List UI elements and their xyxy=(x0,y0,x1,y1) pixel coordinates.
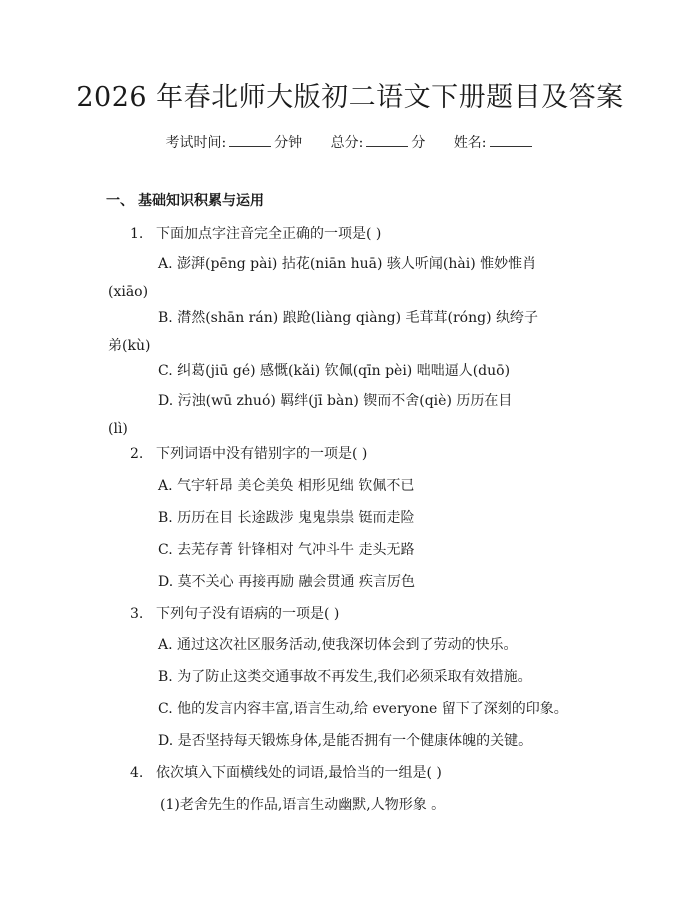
name-field xyxy=(454,132,535,153)
time-unit: 分钟 xyxy=(274,135,303,151)
time-field xyxy=(165,132,302,153)
page-title: 2026 年春北师大版初二语文下册题目及答案 xyxy=(76,82,624,113)
option-2b: B. 历历在目 长途跋涉 鬼鬼祟祟 铤而走险 xyxy=(158,510,415,526)
option-3d: D. 是否坚持每天锻炼身体,是能否拥有一个健康体魄的关键。 xyxy=(158,733,533,749)
section-heading xyxy=(106,191,264,211)
question-stem: 依次填入下面横线处的词语,最恰当的一组是( ) xyxy=(156,765,442,781)
option-1a: A. 澎湃(pēng pài) 拈花(niān huā) 骇人听闻(hài) 惟妙惟肖 (xiāo) xyxy=(108,256,537,300)
option-2c: C. 去芜存菁 针锋相对 气冲斗牛 走头无路 xyxy=(158,542,415,558)
question-1 xyxy=(130,224,670,244)
time-blank xyxy=(229,132,271,147)
exam-info-line xyxy=(0,132,700,153)
section-number: 一、 xyxy=(106,193,134,209)
option-2d: D. 莫不关心 再接再励 融会贯通 疾言厉色 xyxy=(158,574,415,590)
question-stem: 下面加点字注音完全正确的一项是( ) xyxy=(156,226,382,242)
score-label: 总分: xyxy=(330,135,364,151)
question-number: 3. xyxy=(130,606,144,622)
option-2a: A. 气宇轩昂 美仑美奂 相形见绌 钦佩不已 xyxy=(158,478,415,494)
question-2 xyxy=(130,444,670,464)
question-stem: 下列词语中没有错别字的一项是( ) xyxy=(156,446,368,462)
question-stem: 下列句子没有语病的一项是( ) xyxy=(156,606,340,622)
option-1b: B. 潸然(shān rán) 踉跄(liàng qiàng) 毛茸茸(róng) 纨绔子 弟(kù) xyxy=(108,310,538,354)
question-number: 1. xyxy=(130,226,144,242)
question-number: 2. xyxy=(130,446,144,462)
option-1d: D. 污浊(wū zhuó) 羁绊(jī bàn) 锲而不舍(qiè) 历历在目 (lì) xyxy=(108,393,513,437)
option-3c: C. 他的发言内容丰富,语言生动,给 everyone 留下了深刻的印象。 xyxy=(158,701,568,717)
option-1c: C. 纠葛(jiū gé) 感慨(kǎi) 钦佩(qīn pèi) 咄咄逼人(duō) xyxy=(158,363,511,379)
name-label: 姓名: xyxy=(453,135,487,151)
time-label: 考试时间: xyxy=(165,135,227,151)
question-4-sub-1: (1)老舍先生的作品,语言生动幽默,人物形象 。 xyxy=(160,797,446,813)
question-3 xyxy=(130,604,670,624)
section-title: 基础知识积累与运用 xyxy=(138,193,264,209)
name-blank xyxy=(490,132,532,147)
question-number: 4. xyxy=(130,765,144,781)
score-blank xyxy=(366,132,408,147)
option-3b: B. 为了防止这类交通事故不再发生,我们必须采取有效措施。 xyxy=(158,669,532,685)
score-unit: 分 xyxy=(411,135,426,151)
option-3a: A. 通过这次社区服务活动,使我深切体会到了劳动的快乐。 xyxy=(158,637,518,653)
question-4 xyxy=(130,763,670,783)
score-field xyxy=(331,132,426,153)
